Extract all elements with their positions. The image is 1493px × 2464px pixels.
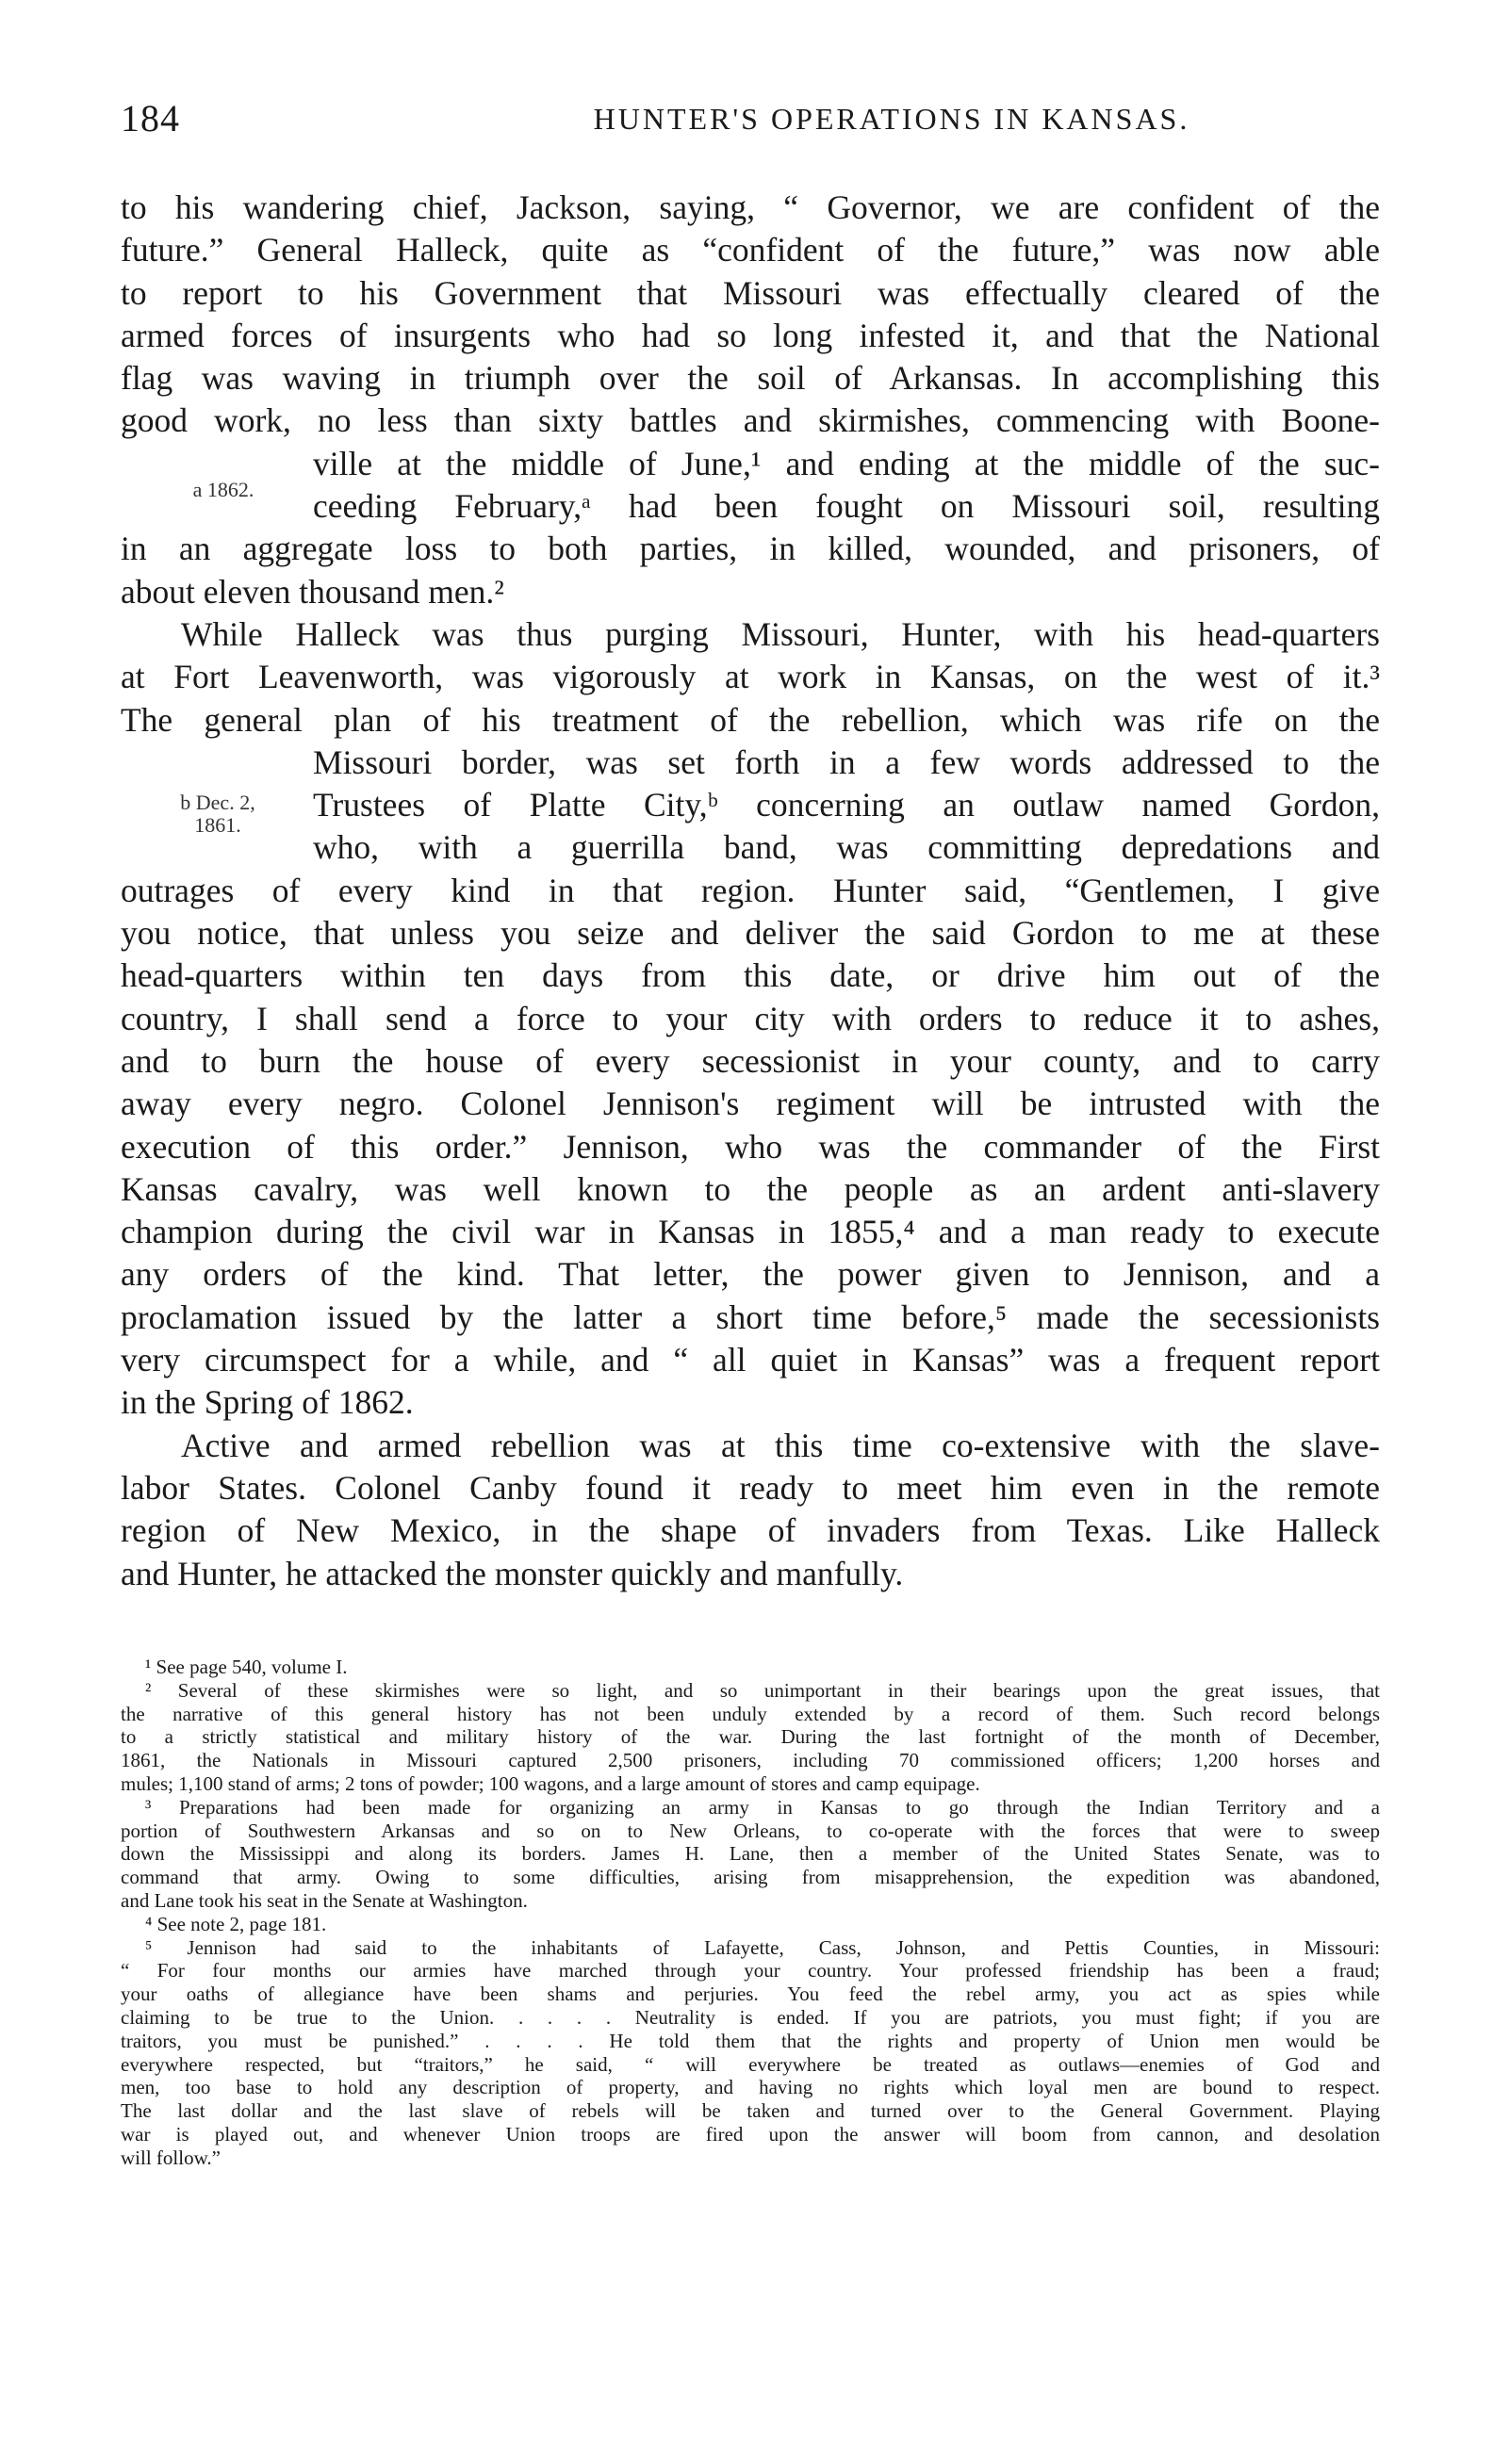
side-note-a: a 1862. (192, 478, 254, 501)
footnote-line: your oaths of allegiance have been shams and perjuries. You feed the rebel army, you act as spies while (121, 1983, 1380, 2006)
body-line: Missouri border, was set forth in a few words addressed to the (313, 742, 1380, 781)
page-header (121, 96, 1380, 153)
footnote-line: ⁴ See note 2, page 181. (145, 1912, 327, 1935)
footnote-line: ³ Preparations had been made for organizing an army in Kansas to go through the Indian Territory and a (145, 1795, 1380, 1819)
footnote-line: portion of Southwestern Arkansas and so on to New Orleans, to co-operate with the forces that were to sweep (121, 1819, 1380, 1842)
body-line: future.” General Halleck, quite as “confident of the future,” was now able (121, 231, 1380, 269)
body-line: head-quarters within ten days from this date, or drive him out of the (121, 956, 1380, 995)
body-line: ceeding February,ᵃ had been fought on Missouri soil, resulting (313, 487, 1380, 526)
footnote-line: war is played out, and whenever Union troops are fired upon the answer will boom from cannon, and desolation (121, 2122, 1380, 2146)
footnote-line: down the Mississippi and along its borders. James H. Lane, then a member of the United States Senate, was to (121, 1842, 1380, 1866)
body-line: While Halleck was thus purging Missouri, Hunter, with his head-quarters (181, 614, 1380, 653)
body-line: region of New Mexico, in the shape of invaders from Texas. Like Halleck (121, 1511, 1380, 1550)
body-line: champion during the civil war in Kansas in 1855,⁴ and a man ready to execute (121, 1213, 1380, 1251)
body-line: good work, no less than sixty battles and skirmishes, commencing with Boone- (121, 401, 1380, 440)
footnote-line: 1861, the Nationals in Missouri captured 2,500 prisoners, including 70 commissioned officers; 1,200 horses and (121, 1749, 1380, 1772)
body-line: outrages of every kind in that region. Hunter said, “Gentlemen, I give (121, 871, 1380, 909)
footnote-line: ⁵ Jennison had said to the inhabitants of Lafayette, Cass, Johnson, and Pettis Counties, in Missouri: (145, 1935, 1380, 1959)
footnote-line: The last dollar and the last slave of rebels will be taken and turned over to the General Government. Playing (121, 2099, 1380, 2123)
footnote-line: men, too base to hold any description of property, and having no rights which loyal men are bound to respect. (121, 2076, 1380, 2099)
body-line: at Fort Leavenworth, was vigorously at work in Kansas, on the west of it.³ (121, 658, 1380, 696)
body-line: very circumspect for a while, and “ all quiet in Kansas” was a frequent report (121, 1341, 1380, 1379)
side-note-b-line1: b Dec. 2, (180, 791, 255, 814)
footnote-line: ² Several of these skirmishes were so light, and so unimportant in their bearings upon the great issues, that (145, 1678, 1380, 1702)
body-line: Trustees of Platte City,ᵇ concerning an outlaw named Gordon, (313, 786, 1380, 824)
side-note-b-line2: 1861. (194, 813, 241, 837)
body-line: you notice, that unless you seize and deliver the said Gordon to me at these (121, 914, 1380, 953)
body-line: and Hunter, he attacked the monster quickly and manfully. (121, 1554, 904, 1592)
footnote-line: ¹ See page 540, volume I. (145, 1656, 348, 1678)
body-line: any orders of the kind. That letter, the power given to Jennison, and a (121, 1255, 1380, 1294)
body-line: who, with a guerrilla band, was committing depredations and (313, 828, 1380, 867)
footnote-line: “ For four months our armies have marched through your country. Your professed friendship has been a fraud; (121, 1959, 1380, 1983)
body-line: proclamation issued by the latter a short time before,⁵ made the secessionists (121, 1297, 1380, 1336)
body-text (121, 187, 1380, 1595)
footnote-line: everywhere respected, but “traitors,” he said, “ will everywhere be treated as outlaws—enemies of God and (121, 2052, 1380, 2076)
running-title: HUNTER'S OPERATIONS IN KANSAS. (593, 102, 1190, 136)
body-line: Kansas cavalry, was well known to the people as an ardent anti-slavery (121, 1169, 1380, 1208)
footnote-line: mules; 1,100 stand of arms; 2 tons of powder; 100 wagons, and a large amount of stores and camp equipage. (121, 1771, 980, 1795)
page-number: 184 (121, 97, 180, 139)
footnotes (121, 1656, 1380, 2170)
body-line: flag was waving in triumph over the soil of Arkansas. In accomplishing this (121, 359, 1380, 398)
body-line: in the Spring of 1862. (121, 1383, 414, 1422)
footnote-line: will follow.” (121, 2146, 221, 2169)
body-line: and to burn the house of every secessionist in your county, and to carry (121, 1041, 1380, 1080)
footnote-line: to a strictly statistical and military history of the war. During the last fortnight of the month of December, (121, 1725, 1380, 1749)
body-line: armed forces of insurgents who had so long infested it, and that the National (121, 316, 1380, 354)
footnote-line: and Lane took his seat in the Senate at Washington. (121, 1888, 528, 1912)
body-line: away every negro. Colonel Jennison's regiment will be intrusted with the (121, 1085, 1380, 1123)
body-line: ville at the middle of June,¹ and ending at the middle of the suc- (313, 444, 1380, 482)
body-line: to report to his Government that Missouri was effectually cleared of the (121, 273, 1380, 312)
body-line: Active and armed rebellion was at this time co-extensive with the slave- (181, 1426, 1380, 1464)
body-line: in an aggregate loss to both parties, in killed, wounded, and prisoners, of (121, 530, 1380, 568)
footnote-line: command that army. Owing to some difficulties, arising from misapprehension, the expedition was abandoned, (121, 1866, 1380, 1889)
body-line: country, I shall send a force to your city with orders to reduce it to ashes, (121, 999, 1380, 1037)
body-line: execution of this order.” Jennison, who was the commander of the First (121, 1127, 1380, 1166)
body-line: The general plan of his treatment of the rebellion, which was rife on the (121, 700, 1380, 739)
footnote-line: the narrative of this general history has not been unduly extended by a record of them. Such record belongs (121, 1702, 1380, 1725)
body-line: labor States. Colonel Canby found it ready to meet him even in the remote (121, 1468, 1380, 1507)
footnote-line: traitors, you must be punished.” . . . . He told them that the rights and property of Union men would be (121, 2029, 1380, 2052)
footnote-line: claiming to be true to the Union. . . . . Neutrality is ended. If you are patriots, you must fight; if you are (121, 2005, 1380, 2029)
body-line: to his wandering chief, Jackson, saying, “ Governor, we are confident of the (121, 188, 1380, 226)
body-line: about eleven thousand men.² (121, 572, 504, 611)
